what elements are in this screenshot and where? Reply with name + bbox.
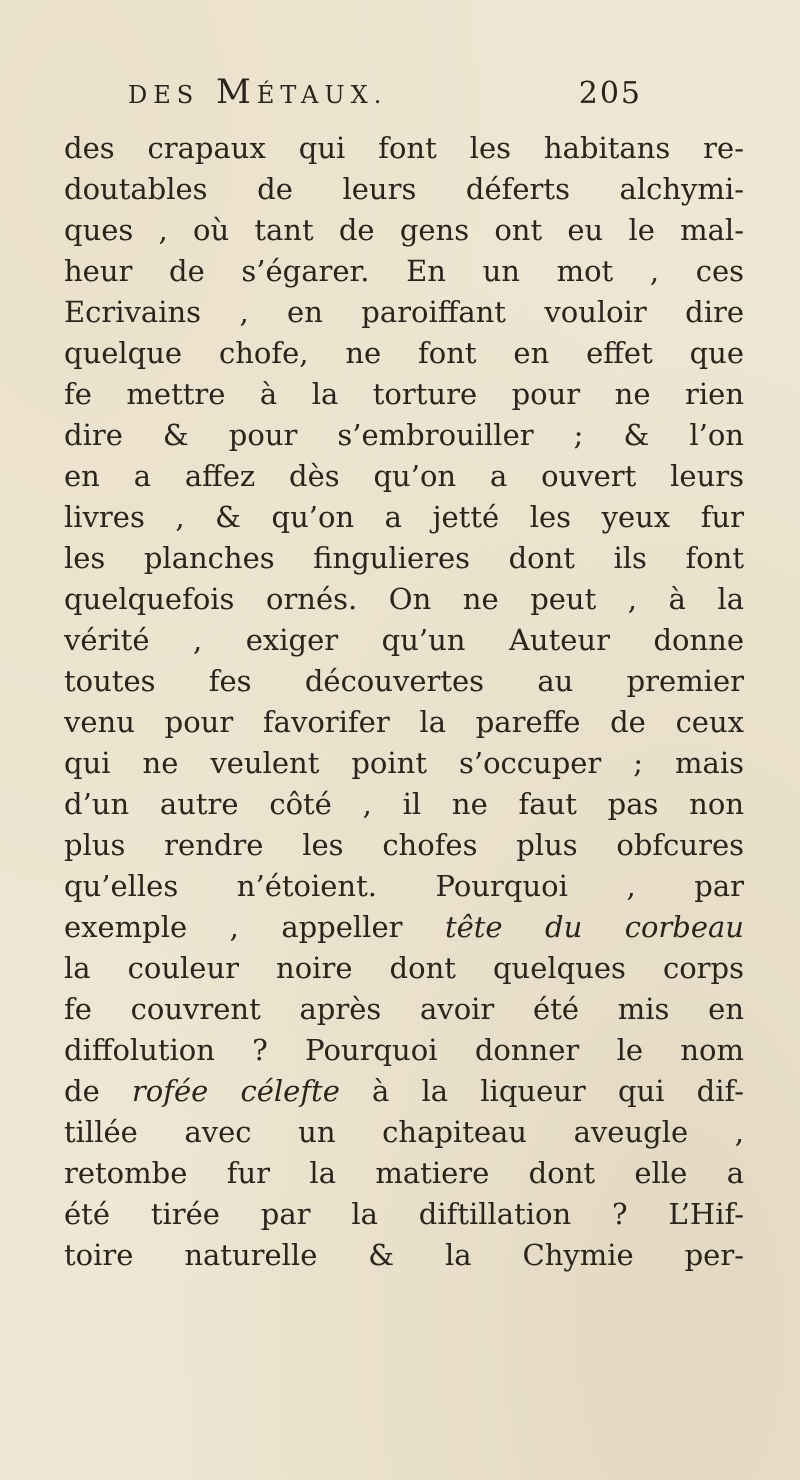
text-line bbox=[64, 251, 744, 292]
text-line-content: qui ne veulent point s’occuper ; mais bbox=[64, 746, 744, 780]
text-line-content: toire naturelle & la Chymie per- bbox=[64, 1238, 744, 1272]
text-line-content: quelque chofe, ne font en effet que bbox=[64, 336, 744, 370]
text-line bbox=[64, 702, 744, 743]
text-line-content: doutables de leurs déferts alchymi- bbox=[64, 172, 744, 206]
text-line bbox=[64, 1112, 744, 1153]
text-line bbox=[64, 538, 744, 579]
text-line bbox=[64, 292, 744, 333]
text-line bbox=[64, 1071, 744, 1112]
text-line-content: tillée avec un chapiteau aveugle , bbox=[64, 1115, 744, 1149]
running-head-prefix: DES bbox=[128, 81, 200, 109]
text-line-italic: tête du corbeau bbox=[444, 910, 744, 944]
text-line-content: les planches fingulieres dont ils font bbox=[64, 541, 744, 575]
text-line-content: venu pour favorifer la pareffe de ceux bbox=[64, 705, 744, 739]
text-line-content: en a affez dès qu’on a ouvert leurs bbox=[64, 459, 744, 493]
text-line-content: été tirée par la diftillation ? L’Hif- bbox=[64, 1197, 744, 1231]
text-line-content: d’un autre côté , il ne faut pas non bbox=[64, 787, 744, 821]
text-line-content: vérité , exiger qu’un Auteur donne bbox=[64, 623, 744, 657]
text-line-content: quelquefois ornés. On ne peut , à la bbox=[64, 582, 744, 616]
text-line bbox=[64, 620, 744, 661]
text-line bbox=[64, 784, 744, 825]
text-line bbox=[64, 415, 744, 456]
text-line-content: retombe fur la matiere dont elle a bbox=[64, 1156, 744, 1190]
text-line-content: livres , & qu’on a jetté les yeux fur bbox=[64, 500, 744, 534]
text-line bbox=[64, 210, 744, 251]
body-text bbox=[64, 128, 744, 1276]
text-line-pre: de bbox=[64, 1074, 132, 1108]
page-number: 205 bbox=[578, 76, 642, 111]
text-line bbox=[64, 374, 744, 415]
text-line-content: la couleur noire dont quelques corps bbox=[64, 951, 744, 985]
text-line-content: Ecrivains , en paroiffant vouloir dire bbox=[64, 295, 744, 329]
text-line-content: fe couvrent après avoir été mis en bbox=[64, 992, 744, 1026]
text-line bbox=[64, 1194, 744, 1235]
text-line bbox=[64, 661, 744, 702]
text-line bbox=[64, 456, 744, 497]
text-line-content: heur de s’égarer. En un mot , ces bbox=[64, 254, 744, 288]
text-line-content: dire & pour s’embrouiller ; & l’on bbox=[64, 418, 744, 452]
text-line-content: toutes fes découvertes au premier bbox=[64, 664, 744, 698]
text-line bbox=[64, 1235, 744, 1276]
text-line-content: des crapaux qui font les habitans re- bbox=[64, 131, 744, 165]
text-line bbox=[64, 497, 744, 538]
text-line bbox=[64, 1153, 744, 1194]
text-line bbox=[64, 743, 744, 784]
text-line bbox=[64, 866, 744, 907]
text-line-content: diffolution ? Pourquoi donner le nom bbox=[64, 1033, 744, 1067]
text-line-italic: rofée célefte bbox=[131, 1074, 340, 1108]
text-line-post: à la liqueur qui dif- bbox=[339, 1074, 744, 1108]
text-line-content: qu’elles n’étoient. Pourquoi , par bbox=[64, 869, 744, 903]
text-line-content: fe mettre à la torture pour ne rien bbox=[64, 377, 744, 411]
text-line bbox=[64, 128, 744, 169]
text-line bbox=[64, 333, 744, 374]
text-line-pre: exemple , appeller bbox=[64, 910, 445, 944]
text-line bbox=[64, 1030, 744, 1071]
text-line bbox=[64, 989, 744, 1030]
text-line bbox=[64, 579, 744, 620]
running-head-initial: M bbox=[216, 72, 257, 112]
text-line bbox=[64, 907, 744, 948]
text-line bbox=[64, 169, 744, 210]
running-head bbox=[128, 72, 648, 118]
text-line-content: ques , où tant de gens ont eu le mal- bbox=[64, 213, 744, 247]
text-line bbox=[64, 948, 744, 989]
text-line-content: plus rendre les chofes plus obfcures bbox=[64, 828, 744, 862]
running-head-title bbox=[128, 72, 387, 112]
text-line bbox=[64, 825, 744, 866]
running-head-rest: ÉTAUX. bbox=[256, 81, 388, 109]
